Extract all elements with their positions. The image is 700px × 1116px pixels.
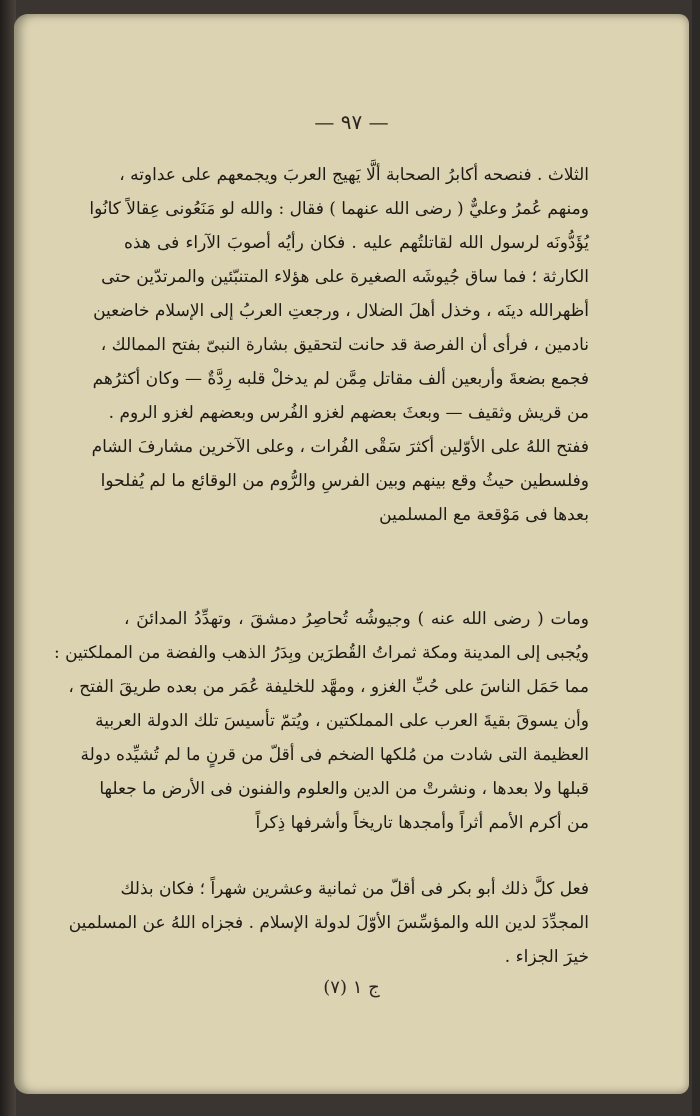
right-edge-shadow <box>692 0 700 1116</box>
paragraph-1 <box>89 158 589 532</box>
text-line: العظيمة التى شادت من مُلكها الضخم فى أقلّ من قرنٍ ما لم تُشيِّده دولة <box>80 745 589 765</box>
text-line: يُؤَدُّونَه لرسول الله لقاتلتُهم عليه . فكان رأيُه أصوبَ الآراء فى هذه <box>124 233 589 253</box>
text-line: فجمع بضعةَ وأربعين ألف مقاتل مِمَّن لم يدخلْ قلبه رِدَّةٌ — وكان أكثرُهم <box>92 369 589 389</box>
text-line: ويُجبى إلى المدينة ومكة ثمراتُ القُطرَين وبِدَرُ الذهب والفضة من المملكتين : <box>53 643 589 663</box>
text-line: من قريش وثقيف — وبعثَ بعضهم لغزو الفُرس وبعضهم لغزو الروم . <box>108 403 589 423</box>
text-line: بعدها فى مَوْقعة مع المسلمين <box>379 505 589 525</box>
text-line: الثلاث . فنصحه أكابرُ الصحابة ألَّا يَهيج العربَ ويجمعهم على عداوته ، <box>119 165 589 185</box>
text-line: الكارثة ؛ فما ساق جُيوشَه الصغيرة على هؤلاء المتنبّئين والمرتدّين حتى <box>101 267 589 287</box>
text-line: مما حَمَل الناسَ على حُبِّ الغزو ، ومهَّد للخليفة عُمَر من بعده طريقَ الفتح ، <box>68 677 589 697</box>
text-line: نادمين ، فرأى أن الفرصة قد حانت لتحقيق بشارة النبىّ بفتح الممالك ، <box>100 335 589 355</box>
text-line: وفلسطين حيثُ وقع بينهم وبين الفرسِ والرُّوم من الوقائع ما لم يُفلحوا <box>100 471 589 491</box>
text-line: من أكرم الأمم أثراً وأمجدها تاريخاً وأشرفها ذِكراً <box>255 813 589 833</box>
text-line: ومنهم عُمرُ وعليٌّ ( رضى الله عنهما ) فقال : والله لو مَنَعُونى عِقالاً كانُوا <box>89 199 589 219</box>
paragraph-2 <box>53 602 589 840</box>
text-line: ومات ( رضى الله عنه ) وجيوشُه تُحاصِرُ دمشقَ ، وتهدِّدُ المدائنَ ، <box>124 609 589 629</box>
page-number: — ٩٧ — <box>314 110 389 134</box>
text-line: وأن يسوقَ بقيةَ العرب على المملكتين ، ويُتمّ تأسيسَ تلك الدولة العربية <box>95 711 589 731</box>
text-line: خيرَ الجزاء . <box>504 947 589 967</box>
paragraph-3 <box>68 872 589 974</box>
text-line: فعل كلَّ ذلك أبو بكر فى أقلّ من ثمانية وعشرين شهراً ؛ فكان بذلك <box>120 879 589 899</box>
text-line: قبلها ولا بعدها ، ونشرتْ من الدين والعلوم والفنون فى الأرض ما جعلها <box>99 779 589 799</box>
text-line: ففتح اللهُ على الأوّلين أكثرَ سَقْى الفُرات ، وعلى الآخرين مشارفَ الشام <box>91 437 589 457</box>
printer-signature: ج ١ (٧) <box>323 977 380 998</box>
text-line: أظهرالله دينَه ، وخذل أهلَ الضلال ، ورجعتِ العربُ إلى الإسلام خاضعين <box>93 301 589 321</box>
text-line: المجدِّدَ لدين الله والمؤسِّسَ الأوّلَ لدولة الإسلام . فجزاه اللهُ عن المسلمين <box>68 913 589 933</box>
book-page <box>14 14 689 1094</box>
